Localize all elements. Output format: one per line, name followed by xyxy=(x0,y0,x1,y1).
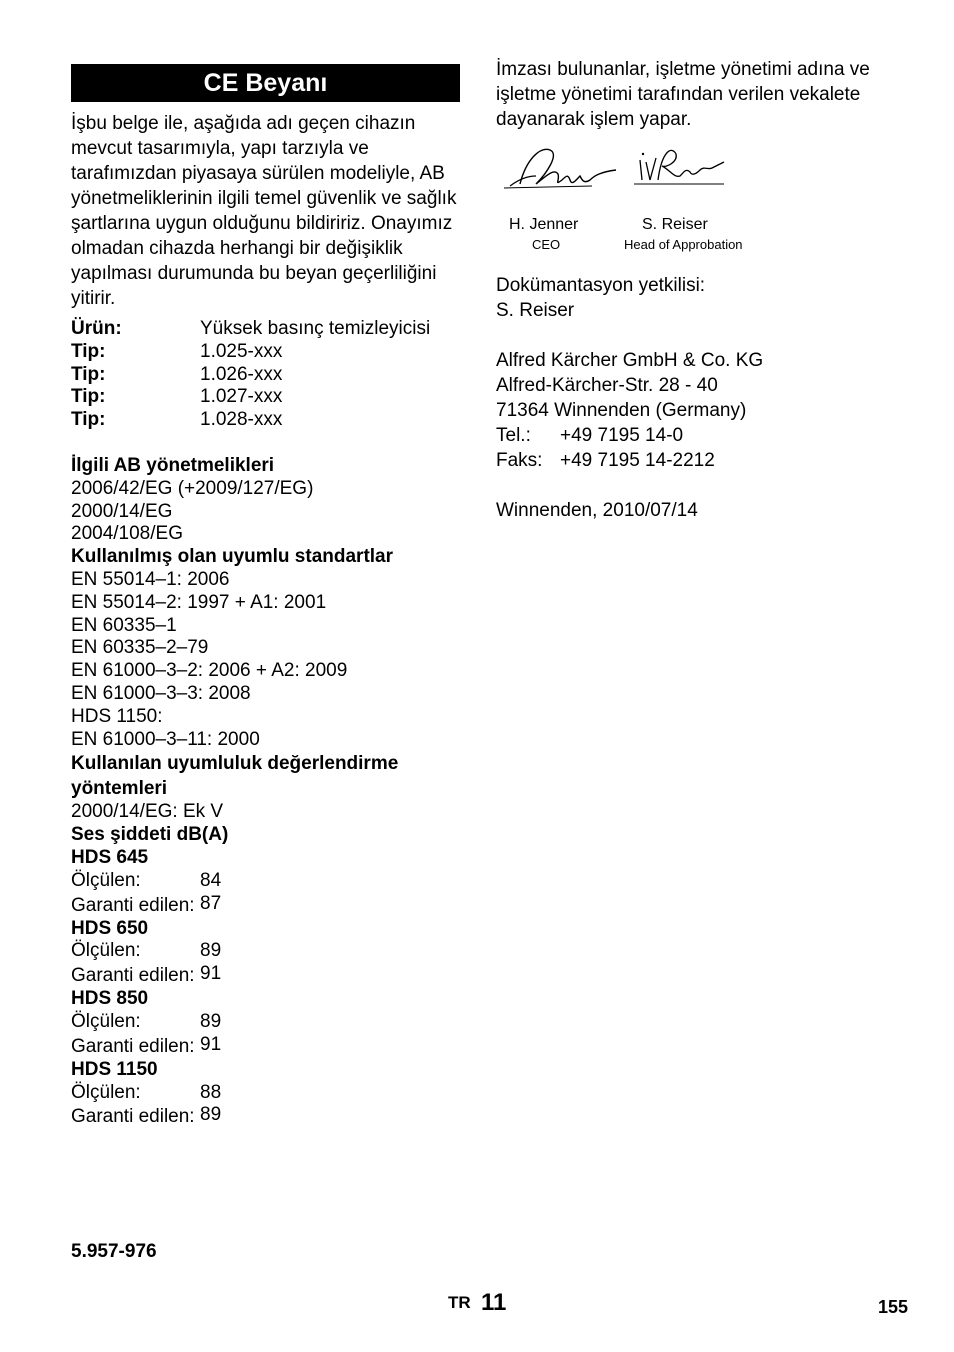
standard-item: EN 61000–3–2: 2006 + A2: 2009 xyxy=(71,660,348,682)
place-date: Winnenden, 2010/07/14 xyxy=(496,500,698,521)
standards-section xyxy=(71,546,460,751)
signer1-role: CEO xyxy=(532,237,561,252)
type-value: 1.025-xxx xyxy=(200,340,283,362)
type-value: 1.026-xxx xyxy=(200,363,283,385)
signer2-role: Head of Approbation xyxy=(624,237,743,252)
guaranteed-label: Garanti edilen: xyxy=(71,1035,195,1057)
type-label: Tip: xyxy=(71,386,106,408)
standard-item: HDS 1150: xyxy=(71,705,163,727)
company-address xyxy=(496,348,896,473)
directive-item: 2000/14/EG xyxy=(71,500,173,522)
standard-item: EN 61000–3–3: 2008 xyxy=(71,682,251,704)
model-name: HDS 850 xyxy=(71,988,149,1010)
intro-paragraph: İşbu belge ile, aşağıda adı geçen cihazın mevcut tasarımıyla, yapı tarzıyla ve tarafımızdan piyasaya sürülen modeliyle, AB yönetmeliklerinin ilgili temel güvenlik ve sağlık şartlarına uygun olduğunu bildiririz. Onayımız olmadan cihazda herhangi bir değişiklik yapılması durumunda bu beyan geçerliliğini yitirir. xyxy=(71,113,457,309)
guaranteed-value: 87 xyxy=(200,892,222,914)
measured-row xyxy=(71,870,460,893)
left-column xyxy=(71,64,460,1129)
noise-section xyxy=(71,824,460,1129)
directive-item: 2004/108/EG xyxy=(71,523,183,545)
fax-row xyxy=(496,448,896,473)
guaranteed-label: Garanti edilen: xyxy=(71,965,195,987)
standard-item: EN 55014–1: 2006 xyxy=(71,568,230,590)
guaranteed-row xyxy=(71,963,460,988)
standard-item: EN 60335–2–79 xyxy=(71,637,209,659)
product-label: Ürün: xyxy=(71,318,122,339)
measured-value: 89 xyxy=(200,940,222,962)
measured-value: 89 xyxy=(200,1010,222,1032)
type-label: Tip: xyxy=(71,340,106,362)
company-name: Alfred Kärcher GmbH & Co. KG xyxy=(496,350,764,371)
type-row xyxy=(71,409,460,432)
model-name: HDS 645 xyxy=(71,846,149,868)
measured-label: Ölçülen: xyxy=(71,1081,141,1103)
standard-item: EN 61000–3–11: 2000 xyxy=(71,728,260,750)
signers-text: İmzası bulunanlar, işletme yönetimi adına ve işletme yönetimi tarafından verilen vekalete dayanarak işlem yapar. xyxy=(496,59,870,130)
measured-row xyxy=(71,940,460,963)
doc-officer-label: Dokümantasyon yetkilisi: xyxy=(496,275,706,296)
type-value: 1.028-xxx xyxy=(200,409,283,431)
guaranteed-label: Garanti edilen: xyxy=(71,894,195,916)
product-table xyxy=(71,318,460,432)
signature-block xyxy=(496,140,896,252)
type-label: Tip: xyxy=(71,363,106,385)
type-label: Tip: xyxy=(71,409,106,431)
model-name: HDS 1150 xyxy=(71,1058,158,1080)
footer-language: TR xyxy=(448,1293,471,1312)
right-column xyxy=(496,57,896,523)
tel-row xyxy=(496,423,896,448)
directives-section xyxy=(71,455,460,546)
measured-row xyxy=(71,1082,460,1105)
guaranteed-row xyxy=(71,1104,460,1129)
guaranteed-label: Garanti edilen: xyxy=(71,1106,195,1128)
directives-heading: İlgili AB yönetmelikleri xyxy=(71,454,275,476)
standards-heading: Kullanılmış olan uyumlu standartlar xyxy=(71,546,394,568)
directive-item: 2006/42/EG (+2009/127/EG) xyxy=(71,477,314,499)
guaranteed-value: 91 xyxy=(200,963,222,985)
standard-item: EN 60335–1 xyxy=(71,614,177,636)
product-row xyxy=(71,318,460,341)
assessment-value: 2000/14/EG: Ek V xyxy=(71,801,224,823)
measured-label: Ölçülen: xyxy=(71,940,141,962)
fax-label: Faks: xyxy=(496,450,543,471)
type-row xyxy=(71,341,460,364)
signer2-name: S. Reiser xyxy=(642,216,708,233)
measured-value: 84 xyxy=(200,869,222,891)
measured-value: 88 xyxy=(200,1081,222,1103)
doc-officer xyxy=(496,273,896,323)
measured-label: Ölçülen: xyxy=(71,869,141,891)
model-name: HDS 650 xyxy=(71,917,149,939)
type-row xyxy=(71,386,460,409)
page-title: CE Beyanı xyxy=(71,64,460,102)
company-city: 71364 Winnenden (Germany) xyxy=(496,400,747,421)
measured-row xyxy=(71,1011,460,1034)
standard-item: EN 55014–2: 1997 + A1: 2001 xyxy=(71,591,327,613)
document-code: 5.957-976 xyxy=(71,1241,157,1262)
signer1-name: H. Jenner xyxy=(509,216,579,233)
guaranteed-value: 89 xyxy=(200,1104,222,1126)
doc-officer-name: S. Reiser xyxy=(496,300,575,321)
fax-value: +49 7195 14-2212 xyxy=(560,450,715,471)
type-value: 1.027-xxx xyxy=(200,386,283,408)
guaranteed-row xyxy=(71,1034,460,1059)
signature-image xyxy=(496,140,756,220)
guaranteed-row xyxy=(71,893,460,918)
assessment-heading: Kullanılan uyumluluk değerlendirme yöntemleri xyxy=(71,753,399,800)
type-row xyxy=(71,364,460,387)
product-value: Yüksek basınç temizleyicisi xyxy=(200,318,431,339)
company-street: Alfred-Kärcher-Str. 28 - 40 xyxy=(496,375,718,396)
tel-value: +49 7195 14-0 xyxy=(560,425,684,446)
measured-label: Ölçülen: xyxy=(71,1010,141,1032)
guaranteed-value: 91 xyxy=(200,1033,222,1055)
assessment-section xyxy=(71,751,460,824)
footer-section-page: 11 xyxy=(481,1289,507,1316)
footer-page-number: 155 xyxy=(878,1297,909,1317)
noise-heading: Ses şiddeti dB(A) xyxy=(71,824,229,846)
tel-label: Tel.: xyxy=(496,425,531,446)
